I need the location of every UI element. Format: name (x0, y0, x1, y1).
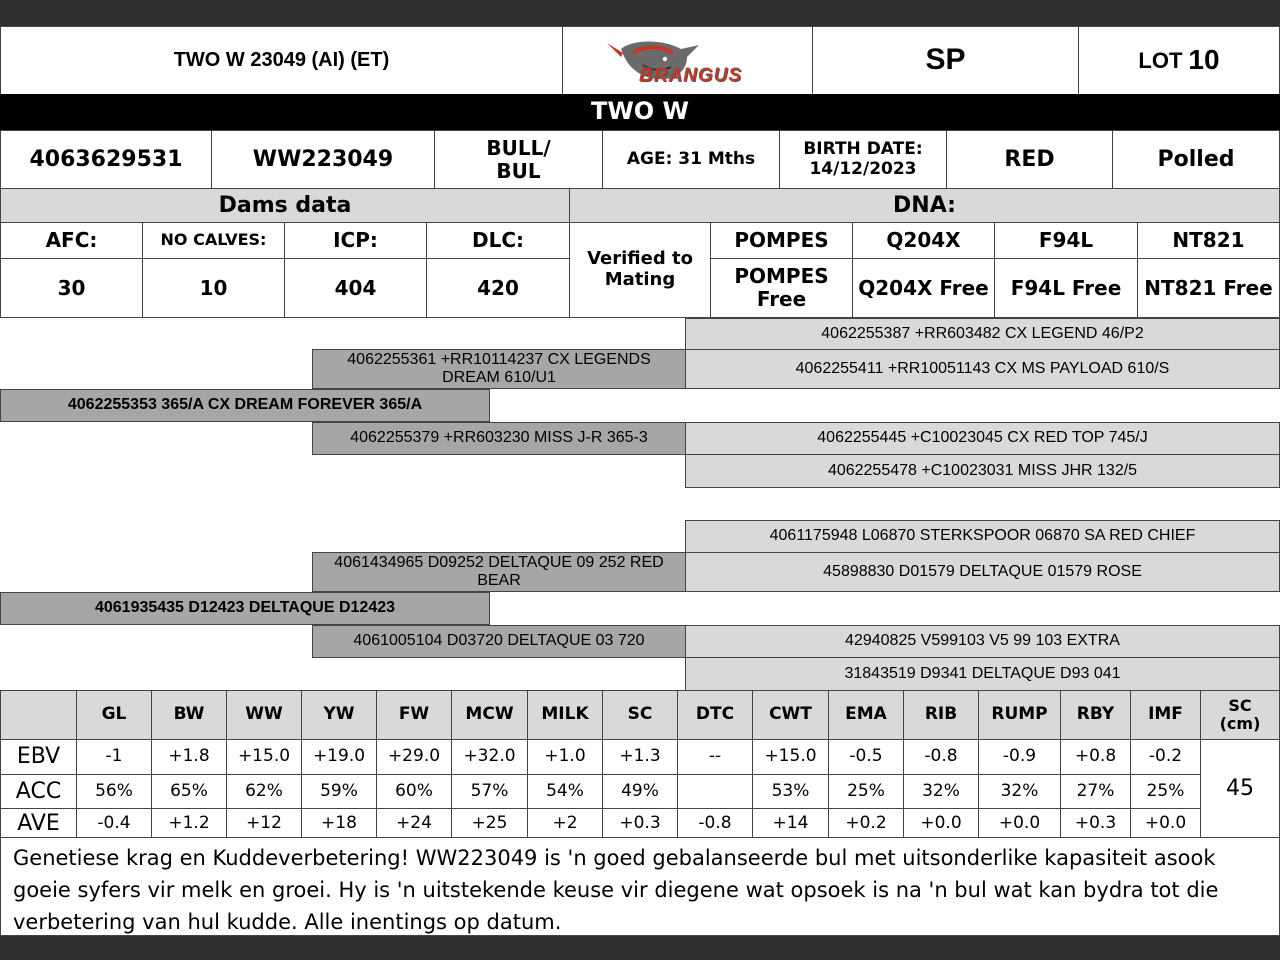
ebv-header-gl: GL (76, 690, 152, 740)
pedigree-dam-dam: 4061005104 D03720 DELTAQUE 03 720 (312, 625, 686, 658)
ebv-header-corner (0, 690, 77, 740)
dams-label-icp: ICP: (284, 222, 427, 259)
ebv-ave-ww: +12 (226, 808, 302, 839)
pedigree-ddd: 31843519 D9341 DELTAQUE D93 041 (685, 657, 1280, 691)
ebv-ave-dtc: -0.8 (677, 808, 753, 839)
ebv-ave-rby: +0.3 (1060, 808, 1131, 839)
grade: SP (812, 26, 1079, 95)
pedigree-sire-dam: 4062255379 +RR603230 MISS J-R 365-3 (312, 422, 686, 455)
ebv-ebv-dtc: -- (677, 739, 753, 775)
ebv-acc-dtc (677, 774, 753, 809)
ebv-acc-rby: 27% (1060, 774, 1131, 809)
description: Genetiese krag en Kuddeverbetering! WW223049 is 'n goed gebalanseerde bul met uitsonderlike kapasiteit asook goeie syfers vir melk en groei. Hy is 'n uitstekende keuse vir diegene wat opsoek is na 'n bul wat kan bydra tot die verbetering van hul kudde. Alle inentings op datum. (0, 837, 1280, 936)
pedigree-sds: 4062255445 +C10023045 CX RED TOP 745/J (685, 422, 1280, 455)
lot-number: 10 (1188, 44, 1220, 76)
birth-date-label: BIRTH DATE: (803, 138, 923, 159)
ebv-ave-milk: +2 (527, 808, 603, 839)
ebv-acc-yw: 59% (301, 774, 377, 809)
ebv-ebv-rump: -0.9 (978, 739, 1061, 775)
dna-test-f94l: F94L (994, 222, 1138, 259)
ebv-ave-mcw: +25 (451, 808, 528, 839)
ebv-header-ww: WW (226, 690, 302, 740)
ebv-acc-ww: 62% (226, 774, 302, 809)
pedigree-sss: 4062255387 +RR603482 CX LEGEND 46/P2 (685, 318, 1280, 350)
ebv-ave-cwt: +14 (752, 808, 829, 839)
ebv-acc-ema: 25% (828, 774, 904, 809)
pedigree-dam: 4061935435 D12423 DELTAQUE D12423 (0, 592, 490, 625)
ebv-acc-gl: 56% (76, 774, 152, 809)
ebv-acc-rump: 32% (978, 774, 1061, 809)
dna-test-q204x: Q204X (852, 222, 995, 259)
sex-line1: BULL/ (486, 135, 551, 160)
sc-header-line2: (cm) (1219, 714, 1261, 733)
dna-result-pompes: POMPES Free (710, 258, 853, 318)
ebv-ave-bw: +1.2 (151, 808, 227, 839)
dams-value-icp: 404 (284, 258, 427, 318)
ebv-header-fw: FW (376, 690, 452, 740)
dna-test-nt821: NT821 (1137, 222, 1280, 259)
ebv-table (0, 690, 1280, 838)
ebv-header-ema: EMA (828, 690, 904, 740)
ebv-header-cwt: CWT (752, 690, 829, 740)
ebv-ebv-ww: +15.0 (226, 739, 302, 775)
pedigree-dss: 4061175948 L06870 STERKSPOOR 06870 SA RED CHIEF (685, 520, 1280, 553)
ebv-acc-fw: 60% (376, 774, 452, 809)
ebv-acc-mcw: 57% (451, 774, 528, 809)
ebv-ebv-cwt: +15.0 (752, 739, 829, 775)
pedigree-ssd: 4062255411 +RR10051143 CX MS PAYLOAD 610/S (685, 349, 1280, 389)
ebv-ave-yw: +18 (301, 808, 377, 839)
ebv-ave-fw: +24 (376, 808, 452, 839)
dna-verified: Verified to Mating (569, 222, 711, 318)
ear-tag: WW223049 (211, 130, 435, 189)
dna-result-f94l: F94L Free (994, 258, 1138, 318)
ebv-header-rib: RIB (903, 690, 979, 740)
ebv-header-yw: YW (301, 690, 377, 740)
animal-name: TWO W 23049 (AI) (ET) (0, 26, 563, 95)
ebv-ebv-imf: -0.2 (1130, 739, 1201, 775)
ebv-row-label-ave: AVE (0, 808, 77, 839)
sex-line2: BUL (496, 158, 541, 183)
ebv-ebv-fw: +29.0 (376, 739, 452, 775)
dna-test-pompes: POMPES (710, 222, 853, 259)
ebv-ebv-rby: +0.8 (1060, 739, 1131, 775)
ebv-ebv-ema: -0.5 (828, 739, 904, 775)
horn-status: Polled (1112, 130, 1280, 189)
ebv-ave-rump: +0.0 (978, 808, 1061, 839)
dna-result-q204x: Q204X Free (852, 258, 995, 318)
ebv-ebv-yw: +19.0 (301, 739, 377, 775)
age: AGE: 31 Mths (602, 130, 780, 189)
pedigree-sdd: 4062255478 +C10023031 MISS JHR 132/5 (685, 454, 1280, 488)
pedigree-sire: 4062255353 365/A CX DREAM FOREVER 365/A (0, 389, 490, 422)
ebv-ave-ema: +0.2 (828, 808, 904, 839)
lot-box (1078, 26, 1280, 95)
ebv-sc-cm-value: 45 (1200, 739, 1280, 839)
ebv-ave-sc: +0.3 (602, 808, 678, 839)
lot-label: LOT (1138, 47, 1183, 73)
birth-date (779, 130, 947, 189)
ebv-acc-sc: 49% (602, 774, 678, 809)
ebv-ebv-mcw: +32.0 (451, 739, 528, 775)
ebv-header-imf: IMF (1130, 690, 1201, 740)
ebv-row-label-ebv: EBV (0, 739, 77, 775)
dams-value-afc: 30 (0, 258, 143, 318)
pedigree-dam-sire: 4061434965 D09252 DELTAQUE 09 252 RED BEAR (312, 552, 686, 592)
ebv-header-sc-cm (1200, 690, 1280, 740)
sex (434, 130, 603, 189)
colour: RED (946, 130, 1113, 189)
dna-result-nt821: NT821 Free (1137, 258, 1280, 318)
pedigree-sire-sire: 4062255361 +RR10114237 CX LEGENDS DREAM 610/U1 (312, 349, 686, 389)
ebv-header-rby: RBY (1060, 690, 1131, 740)
sc-header-line1: SC (1228, 695, 1252, 715)
brangus-logo (562, 26, 813, 95)
ebv-acc-milk: 54% (527, 774, 603, 809)
breeder-name: TWO W (0, 94, 1280, 130)
dams-value-dlc: 420 (426, 258, 570, 318)
ebv-ebv-sc: +1.3 (602, 739, 678, 775)
birth-date-value: 14/12/2023 (809, 158, 917, 179)
dams-label-dlc: DLC: (426, 222, 570, 259)
dams-value-calves: 10 (142, 258, 285, 318)
ebv-ebv-milk: +1.0 (527, 739, 603, 775)
ebv-acc-imf: 25% (1130, 774, 1201, 809)
ebv-header-rump: RUMP (978, 690, 1061, 740)
ebv-ebv-rib: -0.8 (903, 739, 979, 775)
dna-title: DNA: (569, 188, 1280, 223)
ebv-row-label-acc: ACC (0, 774, 77, 809)
pedigree-dsd: 45898830 D01579 DELTAQUE 01579 ROSE (685, 552, 1280, 592)
ebv-acc-rib: 32% (903, 774, 979, 809)
ebv-header-dtc: DTC (677, 690, 753, 740)
ebv-acc-cwt: 53% (752, 774, 829, 809)
ebv-acc-bw: 65% (151, 774, 227, 809)
ebv-header-sc: SC (602, 690, 678, 740)
ebv-ebv-bw: +1.8 (151, 739, 227, 775)
ebv-ave-gl: -0.4 (76, 808, 152, 839)
ebv-ave-imf: +0.0 (1130, 808, 1201, 839)
ebv-header-mcw: MCW (451, 690, 528, 740)
ebv-ebv-gl: -1 (76, 739, 152, 775)
ebv-header-milk: MILK (527, 690, 603, 740)
pedigree-dds: 42940825 V599103 V5 99 103 EXTRA (685, 625, 1280, 658)
dams-label-afc: AFC: (0, 222, 143, 259)
ebv-header-bw: BW (151, 690, 227, 740)
registration-number: 4063629531 (0, 130, 212, 189)
dams-title: Dams data (0, 188, 570, 223)
ebv-ave-rib: +0.0 (903, 808, 979, 839)
dams-label-calves: NO CALVES: (142, 222, 285, 259)
logo-text: BRANGUS (639, 65, 743, 86)
